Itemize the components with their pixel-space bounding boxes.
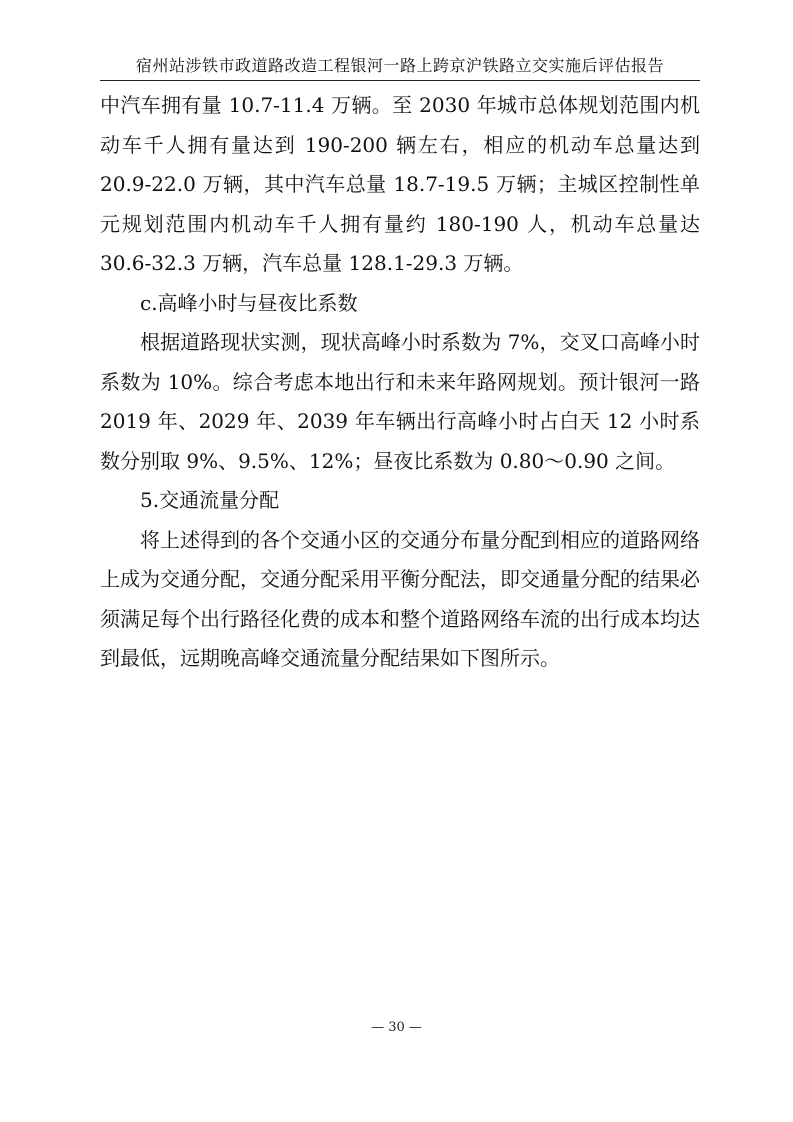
page-number: — 30 — <box>371 1020 422 1035</box>
paragraph-peak-hour-coefficients: 根据道路现状实测，现状高峰小时系数为 7%，交叉口高峰小时系数为 10%。综合考虑本地出行和未来年路网规划。预计银河一路 2019 年、2029 年、2039 年车辆出行高峰小时占白天 12 小时系数分别取 9%、9.5%、12%；昼夜比系数为 0.80～0.90 之间。 <box>100 330 700 473</box>
section-heading-traffic-assignment: 5.交通流量分配 <box>140 488 280 512</box>
header-divider <box>100 80 700 81</box>
document-body <box>100 86 700 679</box>
paragraph-traffic-assignment: 将上述得到的各个交通小区的交通分布量分配到相应的道路网络上成为交通分配，交通分配采用平衡分配法，即交通量分配的结果必须满足每个出行路径化费的成本和整个道路网络车流的出行成本均达到最低，远期晚高峰交通流量分配结果如下图所示。 <box>100 527 700 670</box>
paragraph-vehicle-ownership: 中汽车拥有量 10.7-11.4 万辆。至 2030 年城市总体规划范围内机动车千人拥有量达到 190-200 辆左右，相应的机动车总量达到 20.9-22.0 万辆，其中汽车总量 18.7-19.5 万辆；主城区控制性单元规划范围内机动车千人拥有量约 180-190 人，机动车总量达 30.6-32.3 万辆，汽车总量 128.1-29.3 万辆。 <box>100 93 700 275</box>
subheading-peak-hour: c.高峰小时与昼夜比系数 <box>140 290 358 315</box>
page-header: 宿州站涉铁市政道路改造工程银河一路上跨京沪铁路立交实施后评估报告 <box>135 56 664 75</box>
